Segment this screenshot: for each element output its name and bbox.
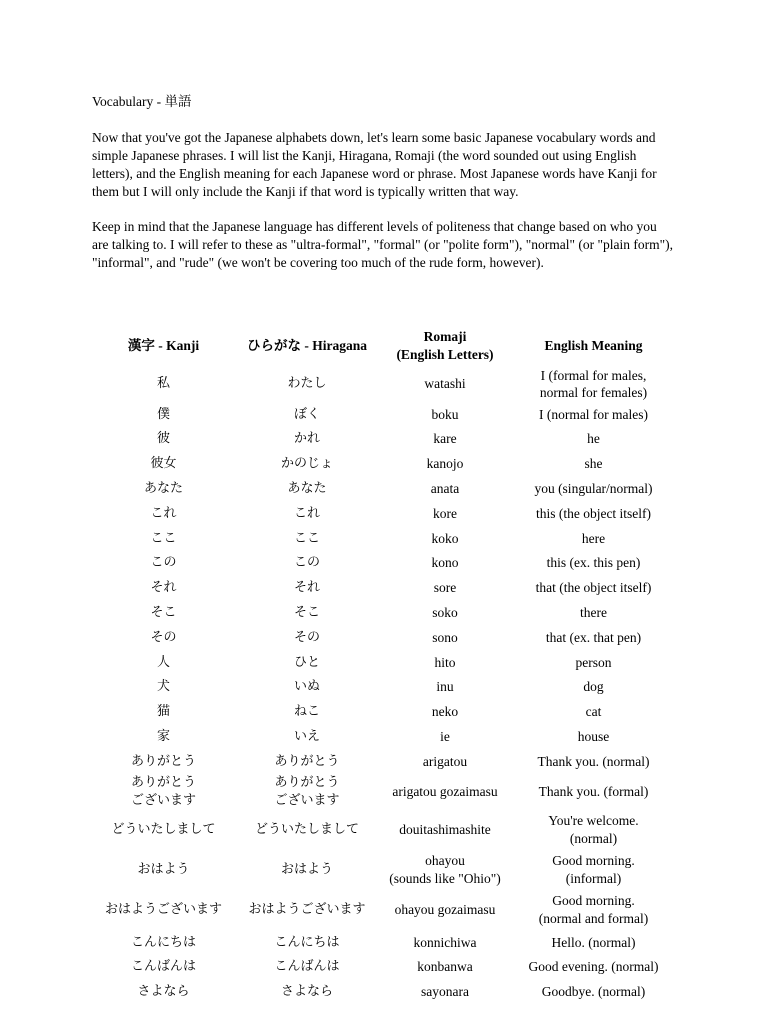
cell-kanji: おはよう — [137, 862, 190, 878]
politeness-paragraph: Keep in mind that the Japanese language has different levels of politeness that change based on who you are talking to. I will refer to these as "ultra-formal", "formal" (or "polite form"), "normal" (or "plain form"), "informal", and "rude" (we won't be covering too much of the rude form, however). — [92, 219, 674, 270]
cell-english-meaning: house — [577, 729, 610, 744]
table-row — [92, 476, 676, 501]
table-row — [92, 890, 676, 930]
cell-english-meaning: Thank you. (normal) — [537, 753, 650, 769]
cell-romaji: hito — [434, 654, 456, 670]
cell-kanji: これ — [150, 505, 177, 521]
cell-romaji: arigatou — [422, 753, 468, 769]
cell-romaji: soko — [432, 605, 458, 621]
cell-english-meaning: cat — [585, 704, 602, 720]
table-row — [92, 980, 676, 1005]
cell-hiragana: この — [293, 555, 320, 571]
cell-hiragana: こんばんは — [274, 959, 340, 975]
cell-english-meaning: that (ex. that pen) — [545, 629, 642, 645]
cell-kanji: 僕 — [156, 406, 170, 422]
cell-romaji: ohayou (sounds like "Ohio") — [389, 853, 501, 886]
table-row — [92, 810, 676, 850]
cell-kanji: この — [150, 555, 177, 571]
cell-kanji: 家 — [156, 729, 170, 744]
cell-romaji: boku — [431, 406, 459, 422]
cell-kanji: 私 — [156, 376, 170, 392]
cell-kanji: あなた — [143, 481, 183, 497]
table-row — [92, 452, 676, 477]
cell-kanji: 彼 — [156, 431, 170, 447]
cell-english-meaning: dog — [583, 679, 604, 695]
cell-english-meaning: that (the object itself) — [535, 580, 652, 596]
cell-kanji: そこ — [150, 605, 177, 621]
cell-romaji: konnichiwa — [413, 934, 477, 950]
cell-english-meaning: person — [575, 654, 612, 670]
cell-romaji: ie — [440, 729, 450, 744]
cell-english-meaning: I (normal for males) — [538, 406, 649, 422]
cell-english-meaning: there — [580, 605, 607, 621]
cell-hiragana: ぼく — [293, 406, 320, 422]
table-row — [92, 402, 676, 427]
cell-romaji: konbanwa — [417, 959, 473, 975]
cell-kanji: 人 — [156, 654, 170, 670]
cell-romaji: inu — [436, 679, 454, 695]
cell-romaji: anata — [430, 481, 460, 497]
cell-romaji: ohayou gozaimasu — [394, 902, 496, 918]
cell-kanji: どういたしまして — [111, 822, 216, 838]
cell-kanji: 猫 — [156, 704, 170, 720]
cell-hiragana: かのじょ — [280, 456, 333, 472]
cell-kanji: おはようございます — [104, 902, 222, 918]
cell-kanji: その — [150, 629, 177, 645]
document-page — [92, 93, 676, 289]
cell-hiragana: そこ — [293, 605, 320, 621]
cell-romaji: watashi — [424, 376, 466, 392]
cell-hiragana: これ — [293, 505, 320, 521]
cell-english-meaning: you (singular/normal) — [534, 481, 653, 497]
document-title: Vocabulary - 単語 — [92, 94, 192, 109]
cell-hiragana: さよなら — [280, 984, 333, 1000]
cell-english-meaning: I (formal for males, normal for females) — [539, 367, 648, 400]
cell-english-meaning: he — [587, 431, 600, 447]
cell-english-meaning: Good morning. (normal and formal) — [538, 893, 649, 926]
table-row — [92, 930, 676, 955]
cell-romaji: kono — [431, 555, 459, 571]
header-kanji: 漢字 - Kanji — [127, 337, 200, 353]
cell-romaji: koko — [431, 530, 459, 546]
cell-romaji: sore — [433, 580, 457, 596]
cell-kanji: それ — [150, 580, 177, 596]
cell-romaji: sono — [432, 629, 458, 645]
cell-hiragana: おはようございます — [248, 902, 366, 918]
cell-english-meaning: this (ex. this pen) — [546, 555, 641, 571]
table-row — [92, 366, 676, 402]
header-row — [92, 325, 676, 366]
table-row — [92, 576, 676, 601]
cell-romaji: douitashimashite — [399, 822, 491, 838]
cell-english-meaning: she — [584, 456, 603, 472]
table-body — [92, 366, 676, 1004]
cell-kanji: こんばんは — [130, 959, 196, 975]
cell-english-meaning: Good evening. (normal) — [528, 959, 659, 975]
table-row — [92, 724, 676, 749]
table-row — [92, 850, 676, 890]
table-row — [92, 551, 676, 576]
cell-kanji: ありがとう — [130, 753, 196, 769]
header-hiragana: ひらがな - Hiragana — [247, 337, 367, 353]
cell-kanji: ありがとう ございます — [130, 775, 196, 808]
table-row — [92, 700, 676, 725]
cell-hiragana: わたし — [287, 376, 327, 392]
cell-kanji: こんにちは — [130, 934, 196, 950]
cell-hiragana: それ — [293, 580, 320, 596]
cell-english-meaning: Good morning. (informal) — [552, 853, 635, 886]
cell-english-meaning: Hello. (normal) — [551, 934, 636, 950]
cell-hiragana: どういたしまして — [254, 822, 359, 838]
cell-kanji: さよなら — [137, 984, 190, 1000]
cell-romaji: neko — [431, 704, 459, 720]
cell-romaji: arigatou gozaimasu — [392, 784, 498, 800]
table-row — [92, 501, 676, 526]
intro-paragraph: Now that you've got the Japanese alphabets down, let's learn some basic Japanese vocabulary words and simple Japanese phrases. I will list the Kanji, Hiragana, Romaji (the word sounded out using English letters), and the English meaning for each Japanese word or phrase. Most Japanese words have Kanji for them but I will only include the Kanji if that word is typically written that way. — [92, 130, 657, 199]
cell-kanji: 彼女 — [150, 456, 177, 472]
table-row — [92, 774, 676, 810]
cell-hiragana: その — [293, 629, 320, 645]
table-row — [92, 955, 676, 980]
table-row — [92, 749, 676, 774]
table-header — [92, 325, 676, 366]
cell-english-meaning: Goodbye. (normal) — [541, 984, 646, 1000]
cell-hiragana: いえ — [293, 729, 320, 744]
cell-hiragana: あなた — [287, 481, 327, 497]
cell-romaji: kare — [433, 431, 457, 447]
cell-hiragana: ありがとう — [274, 753, 340, 769]
table-row — [92, 675, 676, 700]
table-row — [92, 427, 676, 452]
cell-hiragana: こんにちは — [274, 934, 340, 950]
cell-kanji: 犬 — [156, 679, 170, 695]
table-row — [92, 526, 676, 551]
vocabulary-table-container — [92, 325, 676, 1004]
cell-hiragana: おはよう — [280, 862, 333, 878]
cell-english-meaning: here — [581, 530, 606, 546]
cell-english-meaning: Thank you. (formal) — [538, 784, 649, 800]
cell-english-meaning: You're welcome. (normal) — [548, 813, 639, 846]
vocabulary-table — [92, 325, 676, 1004]
cell-hiragana: ありがとう ございます — [274, 775, 340, 808]
table-row — [92, 625, 676, 650]
cell-romaji: sayonara — [421, 984, 469, 1000]
cell-hiragana: いぬ — [293, 679, 320, 695]
cell-hiragana: かれ — [293, 431, 320, 447]
header-english-meaning: English Meaning — [544, 337, 643, 353]
cell-hiragana: ねこ — [293, 704, 320, 720]
cell-hiragana: ひと — [293, 654, 320, 670]
cell-romaji: kanojo — [426, 456, 464, 472]
cell-kanji: ここ — [150, 530, 177, 546]
cell-romaji: kore — [433, 505, 457, 521]
table-row — [92, 600, 676, 625]
header-romaji: Romaji (English Letters) — [396, 328, 494, 362]
cell-hiragana: ここ — [293, 530, 320, 546]
table-row — [92, 650, 676, 675]
cell-english-meaning: this (the object itself) — [535, 505, 652, 521]
